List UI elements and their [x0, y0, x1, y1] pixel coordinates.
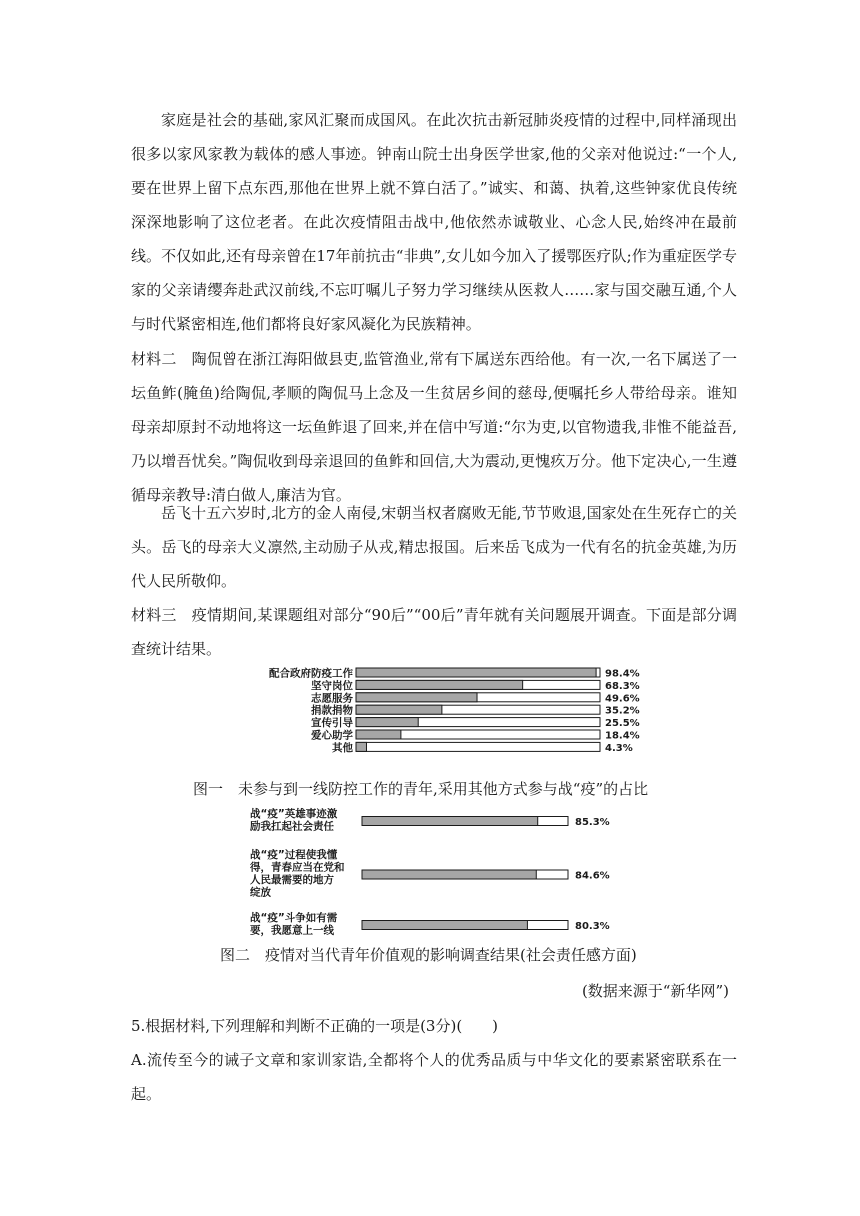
bar — [356, 742, 366, 751]
category-label: 宣传引导 — [311, 717, 353, 730]
figure-two-caption: 图二 疫情对当代青年价值观的影响调查结果(社会责任感方面) — [220, 946, 637, 964]
paragraph-material-three: 材料三 疫情期间,某课题组对部分“90后”“00后”青年就有关问题展开调查。下面是部分调查统计结果。 — [131, 606, 737, 658]
category-label: 绽放 — [250, 886, 271, 899]
chart-participation-methods — [240, 664, 650, 768]
bar — [356, 693, 477, 702]
paragraph-family-tradition: 家庭是社会的基础,家风汇聚而成国风。在此次抗击新冠肺炎疫情的过程中,同样涌现出很多以家风家教为载体的感人事迹。钟南山院士出身医学世家,他的父亲对他说过:“一个人,要在世界上留下点东西,那他在世界上就不算白活了。”诚实、和蔼、执着,这些钟家优良传统深深地影响了这位老者。在此次疫情阻击战中,他依然赤诚敬业、心念人民,始终冲在最前线。不仅如此,还有母亲曾在17年前抗击“非典”,女儿如今加入了援鄂医疗队;作为重症医学专家的父亲请缨奔赴武汉前线,不忘叮嘱儿子努力学习继续从医救人……家与国交融互通,个人与时代紧密相连,他们都将良好家风凝化为民族精神。 — [131, 111, 737, 333]
value-label: 84.6% — [575, 870, 610, 882]
category-label: 捐款捐物 — [311, 704, 353, 717]
bar — [362, 870, 536, 879]
question-five: 5.根据材料,下列理解和判断不正确的一项是(3分)( ) — [131, 1017, 499, 1035]
category-label: 励我扛起社会责任 — [250, 820, 334, 833]
value-label: 18.4% — [605, 730, 640, 742]
category-label: 爱心助学 — [311, 729, 353, 742]
bar — [356, 680, 523, 689]
category-label: 战“疫”斗争如有需 — [250, 912, 338, 924]
paragraph-material-two: 材料二 陶侃曾在浙江海阳做县吏,监管渔业,常有下属送东西给他。有一次,一名下属送了一坛鱼鲊(腌鱼)给陶侃,孝顺的陶侃马上念及一生贫居乡间的慈母,便嘱托乡人带给母亲。谁知母亲却原封不动地将这一坛鱼鲊退了回来,并在信中写道:“尔为吏,以官物遗我,非惟不能益吾,乃以增吾忧矣。”陶侃收到母亲退回的鱼鲊和回信,大为震动,更愧疚万分。他下定决心,一生遵循母亲教导:清白做人,廉洁为官。 — [131, 350, 737, 504]
bar-frame — [356, 742, 600, 751]
value-label: 85.3% — [575, 817, 610, 828]
value-label: 80.3% — [575, 921, 610, 932]
category-label: 志愿服务 — [311, 692, 353, 705]
option-a: A.流传至今的诫子文章和家训家诰,全都将个人的优秀品质与中华文化的要素紧密联系在一起。 — [131, 1051, 737, 1103]
figure-one-caption: 图一 未参与到一线防控工作的青年,采用其他方式参与战“疫”的占比 — [193, 780, 649, 798]
bar — [362, 921, 527, 930]
category-label: 配合政府防疫工作 — [269, 667, 353, 680]
value-label: 68.3% — [605, 680, 640, 692]
bar — [356, 730, 401, 739]
bar — [356, 718, 418, 727]
bar — [362, 817, 538, 826]
value-label: 35.2% — [605, 705, 640, 717]
category-label: 人民最需要的地方 — [250, 874, 334, 886]
value-label: 98.4% — [605, 668, 640, 680]
value-label: 49.6% — [605, 693, 640, 705]
category-label: 其他 — [332, 741, 353, 754]
category-label: 战“疫”英雄事迹激 — [250, 808, 338, 820]
value-label: 4.3% — [605, 742, 633, 754]
category-label: 要，我愿意上一线 — [250, 924, 334, 937]
value-label: 25.5% — [605, 718, 640, 730]
category-label: 坚守岗位 — [311, 679, 353, 692]
paragraph-yue-fei: 岳飞十五六岁时,北方的金人南侵,宋朝当权者腐败无能,节节败退,国家处在生死存亡的关头。岳飞的母亲大义凛然,主动励子从戎,精忠报国。后来岳飞成为一代有名的抗金英雄,为历代人民所敬仰。 — [131, 504, 737, 590]
category-label: 得，青春应当在党和 — [250, 861, 345, 874]
data-source-note: (数据来源于“新华网”) — [581, 982, 729, 1000]
bar — [356, 668, 596, 677]
chart-social-responsibility — [240, 803, 650, 939]
category-label: 战“疫”过程使我懂 — [250, 849, 338, 861]
bar — [356, 705, 442, 714]
